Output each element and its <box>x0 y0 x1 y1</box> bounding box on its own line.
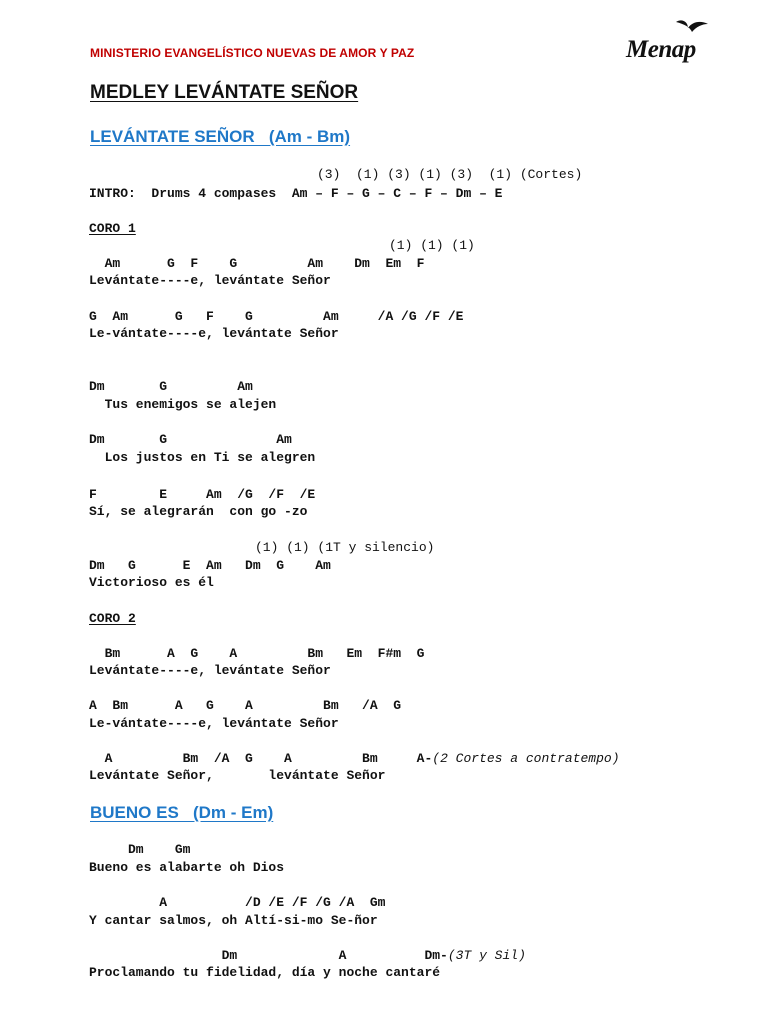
intro-counts: (3) (1) (3) (1) (3) (1) (Cortes) <box>317 167 583 182</box>
chord-line: Dm G Am <box>89 379 253 394</box>
chord-line: G Am G F G Am /A /G /F /E <box>89 309 464 324</box>
lyric-line: Le-vántate----e, levántate Señor <box>89 326 339 341</box>
coro1-counts: (1) (1) (1) <box>389 238 475 253</box>
chord-line: Dm Gm <box>89 842 191 857</box>
chord-line: A Bm A G A Bm /A G <box>89 698 402 713</box>
section-heading-levantate: LEVÁNTATE SEÑOR (Am - Bm) <box>90 127 351 146</box>
logo-text: Menap <box>626 36 696 63</box>
lyric-line: Victorioso es él <box>89 575 214 590</box>
ministry-name: MINISTERIO EVANGELÍSTICO NUEVAS DE AMOR Y PAZ <box>90 46 415 60</box>
chord-line: Am G F G Am Dm Em F <box>89 256 425 271</box>
lyric-line: Levántate----e, levántate Señor <box>89 663 331 678</box>
lyric-line: Los justos en Ti se alegren <box>89 450 316 465</box>
lyric-line: Y cantar salmos, oh Altí-si-mo Se-ñor <box>89 913 378 928</box>
lyric-line: Sí, se alegrarán con go -zo <box>89 504 308 519</box>
lyric-line: Levántate Señor, levántate Señor <box>89 768 386 783</box>
chord-line-with-note <box>89 751 620 767</box>
lyric-line: Le-vántate----e, levántate Señor <box>89 716 339 731</box>
lyric-line: Proclamando tu fidelidad, día y noche cantaré <box>89 965 441 980</box>
page-title: MEDLEY LEVÁNTATE SEÑOR <box>90 82 359 103</box>
menap-logo <box>626 18 722 74</box>
lyric-line: Bueno es alabarte oh Dios <box>89 860 285 875</box>
chord-text: A Bm /A G A Bm A- <box>89 751 433 766</box>
performance-note: (2 Cortes a contratempo) <box>432 751 620 766</box>
chord-line: A /D /E /F /G /A Gm <box>89 895 386 910</box>
intro-line: INTRO: Drums 4 compases Am – F – G – C – F – Dm – E <box>89 186 503 201</box>
chord-line-with-note <box>89 948 526 964</box>
coro2-label: CORO 2 <box>89 611 136 626</box>
chord-line: Dm G Am <box>89 432 292 447</box>
chord-text: Dm A Dm- <box>89 948 448 963</box>
coro1-label: CORO 1 <box>89 221 136 236</box>
chord-line: F E Am /G /F /E <box>89 487 316 502</box>
verse-counts: (1) (1) (1T y silencio) <box>255 540 435 555</box>
section-heading-bueno-es: BUENO ES (Dm - Em) <box>90 803 274 822</box>
chord-line: Dm G E Am Dm G Am <box>89 558 331 573</box>
lyric-line: Tus enemigos se alejen <box>89 397 277 412</box>
chord-line: Bm A G A Bm Em F#m G <box>89 646 425 661</box>
lyric-line: Levántate----e, levántate Señor <box>89 273 331 288</box>
performance-note: (3T y Sil) <box>447 948 526 963</box>
